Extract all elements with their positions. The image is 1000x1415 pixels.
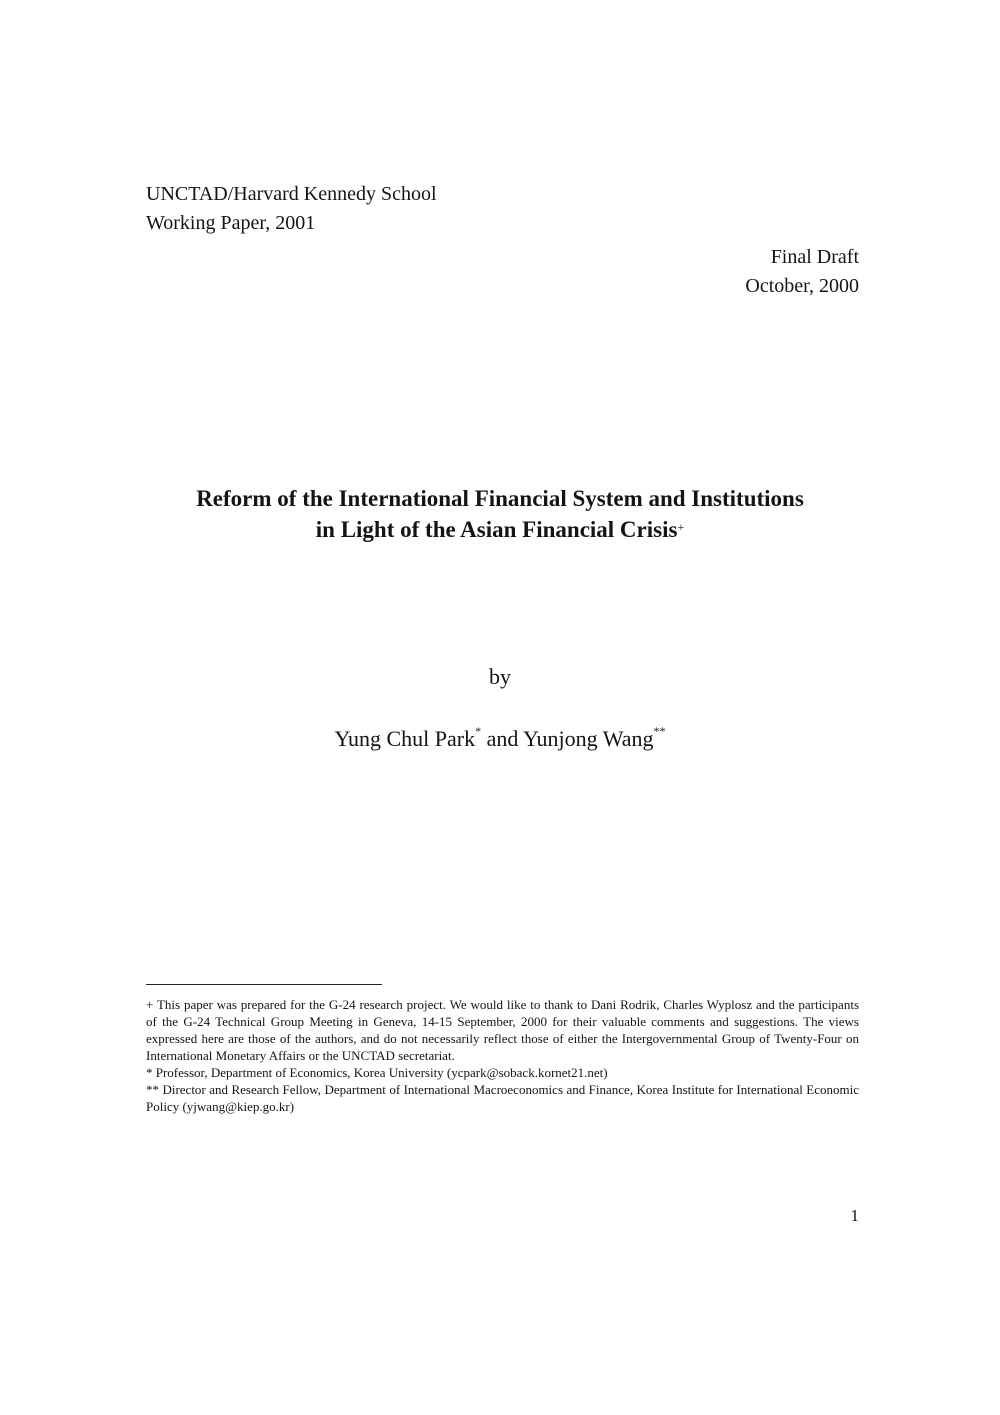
title-line-1: Reform of the International Financial System and Institutions bbox=[196, 486, 804, 511]
footnote-acknowledgement: + This paper was prepared for the G-24 research project. We would like to thank to Dani Rodrik, Charles Wyplosz and the participants of the G-24 Technical Group Meeting in Geneva, 14-15 September, 2000 for their valuable comments and suggestions. The views expressed here are those of the authors, and do not necessarily reflect those of either the Intergovernmental Group of Twenty-Four on International Monetary Affairs or the UNCTAD secretariat. bbox=[146, 997, 859, 1063]
authors-line bbox=[0, 726, 1000, 752]
author-2: Yunjong Wang bbox=[523, 726, 654, 751]
author-2-marker: ** bbox=[653, 724, 666, 738]
footnote-divider bbox=[146, 984, 382, 985]
title-line-2-text: in Light of the Asian Financial Crisis bbox=[315, 517, 678, 542]
draft-date: October, 2000 bbox=[745, 275, 859, 297]
draft-status: Final Draft bbox=[770, 246, 859, 268]
series-line: Working Paper, 2001 bbox=[146, 212, 316, 234]
page-number: 1 bbox=[850, 1206, 859, 1225]
footnote-author-1: * Professor, Department of Economics, Korea University (ycpark@soback.kornet21.net) bbox=[146, 1065, 608, 1080]
title-line-2 bbox=[0, 514, 1000, 545]
institution-line: UNCTAD/Harvard Kennedy School bbox=[146, 183, 437, 205]
by-label: by bbox=[489, 664, 511, 689]
header-left bbox=[146, 180, 437, 238]
title-footnote-marker: + bbox=[677, 520, 685, 534]
header-right bbox=[745, 243, 859, 301]
footnotes bbox=[146, 996, 859, 1115]
author-1: Yung Chul Park bbox=[334, 726, 476, 751]
author-1-marker: * bbox=[475, 724, 482, 738]
paper-title bbox=[0, 483, 1000, 545]
author-connector: and bbox=[481, 726, 524, 751]
footnote-author-2: ** Director and Research Fellow, Department of International Macroeconomics and Finance, Korea Institute for International Economic Policy (yjwang@kiep.go.kr) bbox=[146, 1082, 859, 1114]
